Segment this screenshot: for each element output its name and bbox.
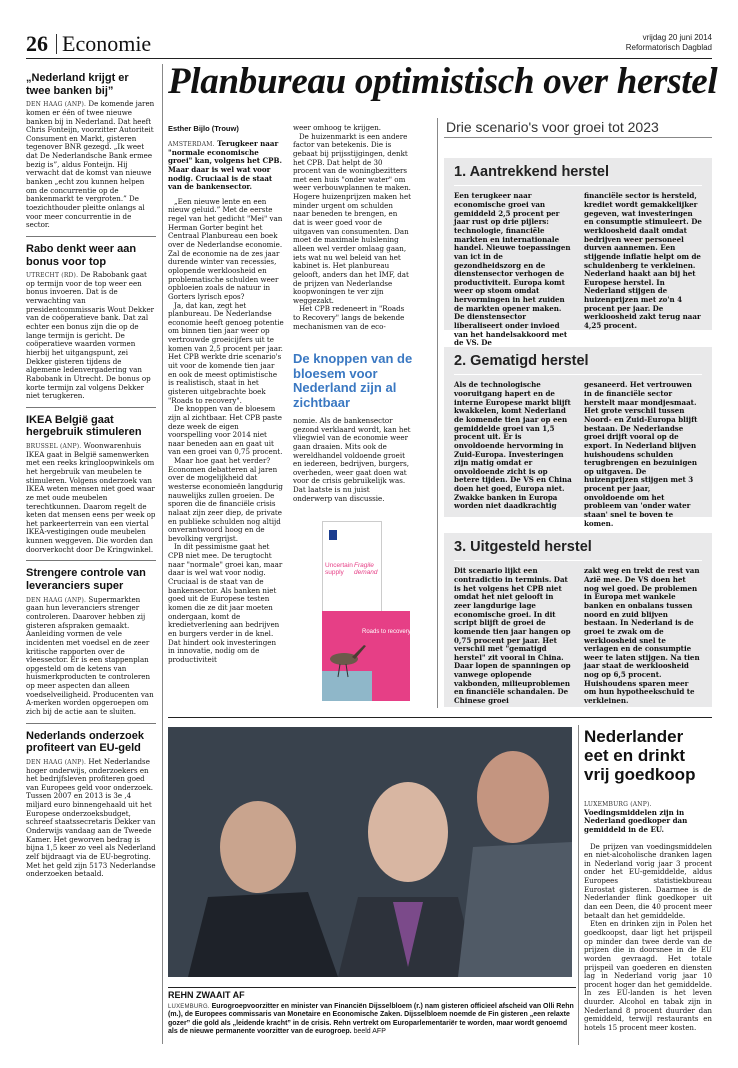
article-paragraph: Het CPB redeneert in "Roads to Recovery" langs de bekende mechanismen van de eco- [293,304,405,331]
article-paragraph: Maar hoe gaat het verder? Economen debatteren al jaren over de mogelijkheid dat westerse economieën langdurig nauwelijks zullen groeien. De sporen die de financiële crisis nalaat zijn zeer diep, de private en publieke schulden nog altijd onverantwoord hoog en de bevolking vergrijst. [168,456,283,543]
pull-quote: De knoppen van de bloesem voor Nederland zijn al zichtbaar [293,351,413,410]
brief-dateline: DEN HAAG (ANP). [26,758,87,766]
brief-title: IKEA België gaat hergebruik stimuleren [26,413,142,439]
scenario-text-left: Dit scenario lijkt een contradictio in terminis. Dat is het volgens het CPB niet omdat het niet gelooft in zeer langdurige lage economische groei. In dit script blijft de groei de komende tien jaar hangen op 0,75 procent per jaar. Het verschil met "gematigd herstel" zit vooral in China. Daar lopen de spanningen op vanwege oplopende vakbonden, milieuproblemen en financiële schandalen. De Chinese groei [454,566,571,705]
brief-body: Woonwarenhuis IKEA gaat in België samenwerken met een reeks kringloopwinkels om het hergebruik van meubelen te stimuleren. Volgens onderzoek van IKEA weten mensen niet goed waar ze met oude meubelen terechtkunnen. Daarom regelt de keten dat mensen eens per week op het parkeerterrein van een viertal IKEA-vestigingen oude meubelen kunnen weggeven. Die worden dan doorverkocht door De Kringwinkel. [26,441,156,554]
brief-text [26,758,156,879]
brief-item [26,567,156,723]
scenario-text-left: Als de technologische vooruitgang hapert en de interne Europese markt blijft kwakkelen, komt Nederland de komende tien jaar op een gemiddelde groei van 1,5 procent uit. Er is onvoldoende hervorming in Zuid-Europa. Investeringen zijn matig omdat er onvoldoende zicht is op betere tijden. De VS en China doen het goed, Europa niet. Zwakke banken in Europa worden niet daadkrachtig [454,380,572,511]
issue-date: vrijdag 20 juni 2014 [642,33,712,42]
side-headline: Nederlander eet en drinkt vrij goedkoop [584,727,696,785]
article-paragraph: In dit pessimisme gaat het CPB niet mee. De terugtocht naar "normale" groei kan, maar daar is wel wat voor nodig. Cruciaal is de staat van de bankensector. Als banken niet goed uit de Europese testen komen die ze dit jaar moeten ondergaan, komt de kredietverlening aan bedrijven en burgers verder in de knel. Dat hindert ook investeringen in innovatie, nodig om de productiviteit [168,542,283,664]
scenario-box [444,158,712,348]
scenario-title: 1. Aantrekkend herstel [454,160,702,186]
article-paragraph: Ja, dat kan, zegt het planbureau. De Nederlandse economie heeft genoeg potentie om binnen tien jaar weer op vertrouwde groeicijfers uit te komen van 2,5 procent per jaar. Het CPB werkte drie scenario's uit voor de komende tien jaar en ook de meest optimistische is realistisch, staat in het gisteren uitgebrachte boek "Roads to recovery". [168,300,284,405]
heron-illustration [322,611,410,701]
scenario-text-right: zakt weg en trekt de rest van Azië mee. De VS doen het nog wel goed. De problemen in Europa met wankele banken en onbalans tussen noord en zuid blijven bestaan. In Nederland is de groei te zwak om de werkloosheid snel te verlagen en de consumptie weer te laten stijgen. Na tien jaar staat de werkloosheid nog op 6,5 procent. Huishoudens sparen meer om hun hypotheekschuld te verkleinen. [584,566,700,705]
column-divider [437,118,438,708]
article-intro: Terugkeer naar "normale economische groei" kan, volgens het CPB. Maar daar is wel wat voor nodig. Cruciaal is de staat van de bankensector. [168,139,282,192]
column-divider [162,64,163,1044]
scenario-text-right: financiële sector is hersteld, krediet wordt gemakkelijker gegeven, wat investeringen en consumptie stimuleert. De werkloosheid daalt omdat bedrijven weer personeel durven aannemen. Een stijgende inflatie helpt om de schuldenberg te verkleinen. Nederland haakt aan bij het Europese herstel. In Nederland stijgen de huizenprijzen met zo'n 4 procent per jaar. De werkloosheid zakt terug naar 4,25 procent. [584,191,702,330]
article-dateline: AMSTERDAM. [168,141,215,148]
scenarios-rule [444,137,712,138]
book-text-fragile: Fragile demand [353,562,378,577]
article-lead [168,140,285,192]
book-title: Roads to recovery [362,629,411,635]
article-paragraph: nomie. Als de bankensector gezond verklaard wordt, kan het vliegwiel van de economie weer gaan draaien. Mits ook de wereldhandel voldoende groeit en iedereen, bedrijven, burgers, overheden, weer gaat doen wat voor de crisis gebruikelijk was. Dat laatste is nu juist onderwerp van discussie. [293,416,411,503]
caption-title: REHN ZWAAIT AF [168,987,576,1001]
section-rule [168,717,712,718]
brief-item [26,72,156,237]
book-cover-lower [322,611,410,701]
brief-title: „Nederland krijgt er twee banken bij” [26,72,129,97]
brief-divider [26,723,156,724]
photo-caption [168,987,576,1036]
caption-dateline: LUXEMBURG. [168,1003,210,1010]
scenario-title: 2. Gematigd herstel [454,349,702,375]
brief-body: De komende jaren komen er één of twee nieuwe banken bij in Nederland. Dat heeft Chris Fonteijn, voorzitter Autoriteit Consument en Markt, gisteren tegenover BNR gezegd. „Ik weet dat De Nederlandsche Bank ermee bezig is”, aldus Fonteijn. Hij verwacht dat de komst van nieuwe banken „echt zou kunnen helpen om de concurrentie op de bankenmarkt te vergroten.” De toezichthouder pleitte onlangs al voor meer concurrentie in de sector. [26,99,155,230]
photo-credit: beeld AFP [353,1027,386,1035]
newspaper-name: Reformatorisch Dagblad [625,43,712,52]
scenario-text-right: gesaneerd. Het vertrouwen in de financiële sector herstelt maar mondjesmaat. Het grote verschil tussen Noord- en Zuid-Europa blijft bestaan. De Nederlandse groei drijft vooral op de export. In Nederland blijven huishoudens schulden terugbrengen en bezuinigen op uitgaven. De huizenprijzen stijgen met 3 procent per jaar, onvoldoende om het probleem van 'onder water staan' snel te boven te komen. [584,380,698,528]
brief-text [26,442,156,554]
news-photo [168,727,572,977]
brief-item [26,730,156,879]
article-paragraph: De huizenmarkt is een andere factor van betekenis. Die is gebaat bij prijsstijgingen, denkt het CPB. Dat helpt de 30 procent van de woningbezitters met een huis "onder water" om weer verbouwplannen te maken. Hogere huizenprijzen maken het minder urgent om schulden naar beneden te brengen, en dat is weer goed voor de uitgaven van consumenten. Dan moet de maximale hulslening alleen wel verder omlaag gaan, iets wat nu wel beleid van het kabinet is. Het planbureau gelooft, anders dan het IMF, dat de prijzen van Nederlandse koopwoningen te ver zijn weggezakt. [293,131,412,305]
brief-title: Strengere controle van leveranciers super [26,567,146,593]
book-cover-upper [322,521,382,614]
photo-illustration [168,727,572,977]
side-paragraph: De prijzen van voedingsmiddelen en niet-alcoholische dranken lagen in Nederland vorig jaar 3 procent onder het EU-gemiddelde, aldus Europees statistiekbureau Eurostat gisteren. Daarmee is de Nederlander flink goedkoper uit dan een Deen, die 40 procent meer betaalt dan het gemiddelde. [584,841,712,920]
brief-divider [26,236,156,237]
side-lead-text: Voedingsmiddelen zijn in Nederland goedkoper dan gemiddeld in de EU. [584,807,688,834]
column-divider [578,725,579,1045]
article-paragraph: De knoppen van de bloesem zijn al zichtbaar. Het CPB paste deze week de eigen voorspelling voor 2014 niet naar beneden aan en gaat uit van een groei van 0,75 procent. [168,404,283,457]
brief-dateline: UTRECHT (RD). [26,272,79,280]
section-title: Economie [62,31,152,56]
caption-text: Eurogroepvoorzitter en minister van Financiën Dijsselbloem (r.) nam gisteren officieel afscheid van Olli Rehn (m.), de Europees commissaris van Monetaire en Economische Zaken. Dijsselbloem noemde de Fin gisteren „een relaxte gozer” die gold als „leidende kracht” in de crisis. Rehn vertrekt om Europarlementariër te worden, maar wordt genoemd als de nieuwe permanente voorzitter van de eurogroep. [168,1002,574,1035]
scenarios-heading: Drie scenario's voor groei tot 2023 [446,119,659,135]
book-text-uncertain: Uncertain supply [325,562,353,577]
header-date [626,33,712,53]
news-briefs [26,66,156,879]
brief-body: Supermarkten gaan hun leveranciers strenger controleren. Daarover hebben zij gisteren afspraken gemaakt. Aanleiding vormen de vele incidenten met voedsel en de zeer kritische rapporten over de vleessector. Er is een stappenplan opgesteld om de ketens van huismerkproducten te controleren op meer aspecten dan alleen voedselveiligheid. Producenten van A-merken worden opgeroepen om zich bij de actie aan te sluiten. [26,594,154,716]
scenario-title: 3. Uitgesteld herstel [454,535,702,561]
brief-dateline: DEN HAAG (ANP). [26,596,87,604]
scenario-box [444,347,712,528]
header-divider [56,34,57,54]
article-paragraph: weer omhoog te krijgen. [293,123,382,132]
article-paragraph: „Een nieuwe lente en een nieuw geluid.” Met de eerste regel van het gedicht "Mei" van Herman Gorter begint het Centraal Planbureau een boek over de Nederlandse economie. Zal de economie na de zes jaar durende winter van recessies, oplopende werkloosheid en problematische schulden weer opbloeien zoals de natuur in Gorters lyrisch epos? [168,196,283,301]
side-dateline: LUXEMBURG (ANP). [584,801,652,808]
scenario-text-left: Een terugkeer naar economische groei van gemiddeld 2,5 procent per jaar rust op drie pijlers: technologie, financiële markten en internationale handel. Nieuwe toepassingen van ict in de gezondheidszorg en de dienstensector verhogen de productiviteit. Europa komt weer op stoom omdat hervormingen in het zuiden de markten opener maken. De dienstensector liberaliseert onder invloed van het handelsakkoord met de VS. De [454,191,571,348]
scenario-box [444,533,712,707]
article-headline: Planbureau optimistisch over herstel [168,61,718,102]
brief-text [26,271,156,401]
brief-divider [26,407,156,408]
brief-item [26,414,156,562]
side-lead [584,800,712,835]
brief-divider [26,560,156,561]
brief-dateline: DEN HAAG (ANP). [26,101,87,109]
brief-title: Nederlands onderzoek profiteert van EU-geld [26,729,144,755]
page-number: 26 [26,31,48,56]
article-byline: Esther Bijlo (Trouw) [168,124,239,133]
logo-icon [329,530,337,540]
side-article [584,800,712,1033]
brief-body: De Rabobank gaat op termijn voor de top weer een bonus invoeren. Dat is de verwachting van presidentcommissaris Wout Dekker van de coöperatieve bank. Dat zal echter een bonus zijn die op de lange termijn is gericht. De coöperatieve waarden vormen hierbij het uitgangspunt, zei Dekker gisteren tijdens de algemene ledenvergadering van Rabobank in Utrecht. De bonus op korte termijn zal volgens Dekker niet terugkeren. [26,270,155,401]
brief-text [26,596,156,717]
brief-text [26,100,156,230]
article-column-1 [168,140,285,664]
brief-title: Rabo denkt weer aan bonus voor top [26,242,137,268]
brief-body: Het Nederlandse hoger onderwijs, onderzoekers en het bedrijfsleven profiteren goed van Europees geld voor onderzoek. Tussen 2007 en 2013 is 3e ,4 miljard euro binnengehaald uit het Europese onderzoeksbudget, schreef staatssecretaris Dekker van Onderwijs vandaag aan de Tweede Kamer. Het geworven bedrag is bijna 1,5 keer zo veel als Nederland zelf bijdraagt via de EU-begroting. Met het geld zijn 5173 Nederlandse onderzoeken betaald. [26,756,156,879]
side-paragraph: Eten en drinken zijn in Polen het goedkoopst, daar ligt het prijspeil op minder dan twee derde van de prijzen die in doorsnee in de EU worden gevraagd. Het totale prijspeil van goederen en diensten lag in Nederland vorig jaar 10 procent hoger dan het gemiddelde. In zes EU-landen is het leven duurder. Alcohol en tabak zijn in Nederland 8 procent duurder dan gemiddeld, terwijl restaurants en hotels 15 procent meer kosten. [584,919,712,1033]
brief-dateline: BRUSSEL (ANP). [26,443,82,451]
header-rule [26,58,712,59]
article-column-2 [293,124,411,331]
article-column-2b [293,417,411,503]
brief-item [26,243,156,408]
